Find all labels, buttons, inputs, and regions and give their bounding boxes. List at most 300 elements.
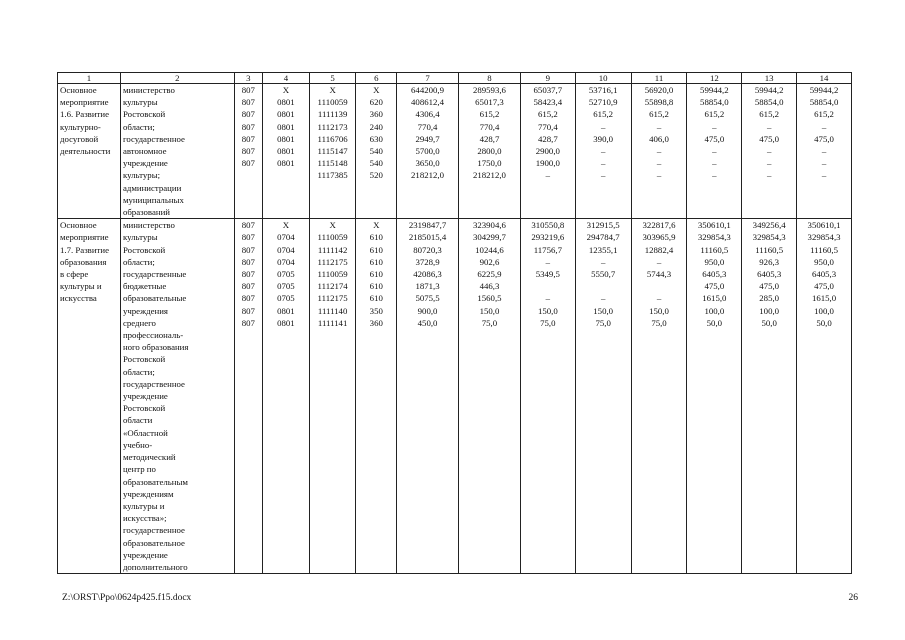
cell-line: 644200,9 [411, 85, 445, 95]
cell-line: 2949,7 [415, 133, 440, 144]
cell-line: 807 [241, 146, 255, 157]
cell-line: – [656, 293, 662, 304]
cell-line: 615,2 [537, 109, 558, 120]
cell-line: 807 [241, 121, 255, 132]
cell-line: 1112175 [317, 293, 348, 304]
cell-line: – [656, 256, 662, 267]
cell-line: деятельности [60, 146, 111, 157]
cell-line: 540 [369, 146, 383, 157]
cell-line: 65017,3 [475, 97, 504, 108]
cell-line: 475,0 [704, 281, 725, 292]
cell-line: учреждение [122, 391, 168, 402]
cell-line: 615,2 [759, 109, 780, 120]
cell-line: 329854,3 [807, 232, 841, 243]
cell-line: 5744,3 [646, 269, 672, 280]
cell-line: Х [329, 220, 336, 231]
cell-line: министерство [122, 220, 175, 231]
cell-line: 58854,0 [700, 97, 729, 108]
cell-line: «Областной [122, 427, 168, 438]
cell-line: 615,2 [593, 109, 614, 120]
csr-code-cell [309, 219, 356, 574]
executor-cell [120, 84, 234, 219]
header-cell: 13 [742, 73, 797, 84]
cell-line: 475,0 [759, 281, 780, 292]
cell-line: культуры и [122, 500, 165, 511]
cell-line: образований [122, 207, 171, 218]
cell-line: 926,3 [759, 256, 780, 267]
cell-line: Основное [60, 85, 97, 95]
cell-line: Ростовской [122, 354, 166, 365]
year-col-14-cell [797, 84, 852, 219]
cell-line: 1112173 [317, 121, 348, 132]
cell-line: – [766, 121, 772, 132]
year-col-14-cell [797, 219, 852, 574]
header-cell: 2 [120, 73, 234, 84]
cell-line: 428,7 [537, 133, 558, 144]
cell-line: Ростовской [122, 244, 166, 255]
cell-line: 807 [241, 85, 255, 95]
cell-line: 807 [241, 244, 255, 255]
cell-line: области; [122, 121, 155, 132]
year-col-8-cell [459, 219, 521, 574]
cell-line: 11160,5 [700, 244, 729, 255]
cell-line: бюджетные [122, 281, 167, 292]
cell-line: 620 [369, 97, 383, 108]
year-col-12-cell [687, 219, 742, 574]
cell-line: 1111140 [317, 305, 348, 316]
cell-line: – [545, 293, 551, 304]
cell-line: Основное [60, 220, 97, 231]
cell-line: 406,0 [649, 133, 669, 144]
executor-cell [120, 219, 234, 574]
rzpr-code-cell [263, 84, 310, 219]
cell-line: 1.7. Развитие [60, 244, 109, 255]
cell-line: 390,0 [593, 133, 614, 144]
cell-line: – [821, 146, 827, 157]
cell-line: 11160,5 [810, 244, 839, 255]
cell-line: ного образования [122, 342, 189, 353]
cell-line: 0801 [277, 121, 295, 132]
cell-line [523, 280, 573, 292]
total-cell [397, 84, 459, 219]
header-cell: 1 [58, 73, 121, 84]
year-col-9-cell [520, 219, 575, 574]
cell-line: – [712, 158, 717, 169]
cell-line: 329854,3 [697, 232, 731, 243]
cell-line: 1110059 [317, 97, 348, 108]
cell-line: 475,0 [704, 133, 725, 144]
cell-line: 6225,9 [477, 269, 502, 280]
cell-line: 807 [241, 281, 255, 292]
header-cell: 12 [687, 73, 742, 84]
document-path: Z:\ORST\Ppo\0624p425.f15.docx [62, 593, 192, 603]
cell-line: среднего [122, 317, 156, 328]
cell-line: 58423,4 [533, 97, 563, 108]
cell-line: 56920,0 [644, 85, 674, 95]
cell-line: 475,0 [759, 133, 780, 144]
cell-line: 1115148 [317, 158, 348, 169]
cell-line: мероприятие [60, 232, 109, 243]
cell-line: государственное [122, 525, 185, 536]
cell-line: 0801 [277, 317, 295, 328]
cell-line: искусства»; [122, 513, 167, 524]
year-col-11-cell [631, 84, 687, 219]
cell-line: 1117385 [317, 170, 348, 181]
cell-line: учреждения [122, 305, 168, 316]
cell-line: 0704 [277, 256, 295, 267]
cell-line: Х [282, 220, 290, 231]
cell-line: Х [329, 85, 336, 95]
cell-line: 902,6 [479, 256, 500, 267]
cell-line: 900,0 [417, 305, 438, 316]
cell-line: профессиональ- [122, 330, 184, 341]
cell-line: – [656, 146, 662, 157]
cell-line: 10244,6 [475, 244, 504, 255]
grbs-code-cell [234, 84, 262, 219]
cell-line: 0704 [277, 244, 295, 255]
cell-line: культуры [122, 97, 158, 108]
cell-line: образовательное [122, 537, 185, 548]
cell-line: – [712, 121, 717, 132]
cell-line: 150,0 [649, 305, 669, 316]
year-col-12-cell [687, 84, 742, 219]
cell-line: 294784,7 [586, 232, 620, 243]
cell-line: 1116706 [317, 133, 348, 144]
cell-line: досуговой [60, 133, 99, 144]
cell-line: государственные [122, 269, 187, 280]
cell-line: 304299,7 [472, 232, 506, 243]
cell-line: – [545, 256, 551, 267]
cell-line: образовательные [122, 293, 187, 304]
cell-line: – [656, 170, 662, 181]
cell-line: 75,0 [540, 317, 556, 328]
cell-line: 1.6. Развитие [60, 109, 109, 120]
cell-line: 1110059 [317, 232, 348, 243]
header-cell: 3 [234, 73, 262, 84]
cell-line: 293219,6 [531, 232, 565, 243]
cell-line: 5075,5 [415, 293, 440, 304]
cell-line: 58854,0 [809, 97, 839, 108]
cell-line: 218212,0 [411, 170, 445, 181]
header-cell: 6 [356, 73, 397, 84]
csr-code-cell [309, 84, 356, 219]
cell-line: – [600, 170, 606, 181]
cell-line: 1900,0 [535, 158, 560, 169]
cell-line: Х [282, 85, 290, 95]
cell-line: области [122, 415, 153, 426]
cell-line: 55898,8 [644, 97, 674, 108]
cell-line: 6405,3 [811, 269, 837, 280]
table-row [58, 84, 852, 219]
cell-line: 610 [369, 293, 383, 304]
cell-line: 615,2 [479, 109, 500, 120]
rzpr-code-cell [263, 219, 310, 574]
cell-line: 1615,0 [811, 293, 837, 304]
cell-line: Ростовской [122, 403, 166, 414]
cell-line: – [821, 121, 827, 132]
cell-line: 2800,0 [477, 146, 502, 157]
cell-line: 450,0 [417, 317, 438, 328]
cell-line: 610 [369, 281, 383, 292]
cell-line: 50,0 [816, 317, 832, 328]
cell-line: 428,7 [479, 133, 500, 144]
cell-line: 610 [369, 256, 383, 267]
cell-line: 3728,9 [415, 256, 440, 267]
cell-line: 75,0 [651, 317, 667, 328]
cell-line: 1615,0 [702, 293, 727, 304]
cell-line: 59944,2 [700, 85, 729, 95]
cell-line: в сфере [60, 269, 89, 280]
header-cell: 11 [631, 73, 687, 84]
cell-line: 360 [369, 109, 383, 120]
cell-line: 807 [241, 269, 255, 280]
cell-line: – [545, 170, 551, 181]
header-cell: 10 [575, 73, 631, 84]
activity-name-cell [58, 219, 121, 574]
cell-line: 59944,2 [809, 85, 839, 95]
cell-line: 1112175 [317, 256, 348, 267]
cell-line: 0705 [277, 293, 295, 304]
cell-line: 0801 [277, 133, 295, 144]
cell-line: 53716,1 [588, 85, 618, 95]
cell-line: 75,0 [481, 317, 498, 328]
year-col-10-cell [575, 84, 631, 219]
vr-code-cell [356, 219, 397, 574]
cell-line: учреждение [122, 549, 168, 560]
cell-line: 42086,3 [413, 269, 442, 280]
cell-line: 770,4 [537, 121, 558, 132]
cell-line: методический [122, 452, 176, 463]
cell-line: 610 [369, 269, 383, 280]
cell-line: 100,0 [704, 305, 725, 316]
cell-line: 50,0 [761, 317, 777, 328]
cell-line: – [712, 170, 717, 181]
cell-line: 475,0 [814, 133, 834, 144]
cell-line: – [600, 158, 606, 169]
cell-line: 5700,0 [415, 146, 440, 157]
cell-line: 1110059 [317, 269, 348, 280]
cell-line: Х [373, 220, 380, 231]
cell-line: – [766, 146, 772, 157]
header-cell: 14 [797, 73, 852, 84]
cell-line: 520 [369, 170, 383, 181]
cell-line: 2185015,4 [408, 232, 447, 243]
cell-line: 807 [241, 305, 255, 316]
cell-line: образовательным [122, 476, 188, 487]
cell-line: 770,4 [417, 121, 438, 132]
activity-name-cell [58, 84, 121, 219]
cell-line: 322817,6 [642, 220, 676, 231]
cell-line: 310550,8 [531, 220, 565, 231]
cell-line: 11160,5 [755, 244, 784, 255]
cell-line: 329854,3 [752, 232, 786, 243]
cell-line: 11756,7 [533, 244, 562, 255]
cell-line: 807 [241, 133, 255, 144]
cell-line: 3650,0 [415, 158, 440, 169]
cell-line: 0801 [277, 97, 295, 108]
cell-line: области; [122, 256, 155, 267]
cell-line: 408612,4 [411, 97, 445, 108]
cell-line: 807 [241, 317, 255, 328]
cell-line: 807 [241, 293, 255, 304]
cell-line: – [821, 170, 827, 181]
cell-line: 50,0 [706, 317, 723, 328]
cell-line: 6405,3 [702, 269, 727, 280]
cell-line: – [656, 158, 662, 169]
cell-line: 1111139 [317, 109, 348, 120]
cell-line: 807 [241, 158, 255, 169]
cell-line: 630 [369, 133, 383, 144]
vr-code-cell [356, 84, 397, 219]
cell-line: 59944,2 [754, 85, 784, 95]
cell-line: – [600, 121, 606, 132]
cell-line: 950,0 [814, 256, 834, 267]
cell-line [578, 280, 629, 292]
cell-line: администрации [122, 182, 182, 193]
cell-line: – [600, 146, 606, 157]
cell-line: 0801 [277, 158, 295, 169]
cell-line: 58854,0 [754, 97, 784, 108]
budget-table [57, 72, 852, 574]
cell-line: 240 [369, 121, 383, 132]
cell-line: министерство [122, 85, 175, 95]
cell-line: 65037,7 [533, 85, 563, 95]
cell-line: 540 [369, 158, 383, 169]
page-number: 26 [848, 593, 858, 603]
year-col-13-cell [742, 219, 797, 574]
cell-line: 6405,3 [757, 269, 782, 280]
header-cell: 8 [459, 73, 521, 84]
cell-line: 100,0 [759, 305, 780, 316]
cell-line: 150,0 [537, 305, 558, 316]
cell-line: 289593,6 [472, 85, 506, 95]
cell-line: 807 [241, 220, 255, 231]
cell-line: 12355,1 [588, 244, 618, 255]
table-header-row [58, 73, 852, 84]
year-col-11-cell [631, 219, 687, 574]
cell-line: 218212,0 [472, 170, 506, 181]
cell-line: дополнительного [122, 561, 188, 572]
cell-line: 1560,5 [477, 293, 502, 304]
header-cell: 4 [263, 73, 310, 84]
table-row [58, 219, 852, 574]
cell-line: 1111141 [317, 317, 348, 328]
cell-line: 0705 [277, 269, 295, 280]
cell-line: государственное [122, 133, 185, 144]
cell-line: 807 [241, 256, 255, 267]
cell-line: автономное [122, 146, 167, 157]
cell-line: – [821, 158, 827, 169]
cell-line: Ростовской [122, 109, 166, 120]
cell-line: 350610,1 [807, 220, 841, 231]
cell-line: 1115147 [317, 146, 348, 157]
cell-line: культуры и [60, 281, 102, 292]
cell-line: учебно- [122, 439, 153, 450]
cell-line: культурно- [60, 121, 101, 132]
cell-line: 615,2 [649, 109, 669, 120]
cell-line: 807 [241, 232, 255, 243]
year-col-8-cell [459, 84, 521, 219]
cell-line: области; [122, 366, 155, 377]
cell-line: Х [373, 85, 380, 95]
cell-line: 312915,5 [586, 220, 620, 231]
cell-line: 1112174 [317, 281, 348, 292]
cell-line: 615,2 [814, 109, 834, 120]
cell-line: 1750,0 [477, 158, 502, 169]
cell-line: 12882,4 [644, 244, 674, 255]
cell-line: 350 [369, 305, 383, 316]
cell-line: 2319847,7 [408, 220, 447, 231]
cell-line: культуры [122, 232, 158, 243]
cell-line: – [656, 121, 662, 132]
cell-line: 350610,1 [697, 220, 731, 231]
year-col-10-cell [575, 219, 631, 574]
year-col-9-cell [520, 84, 575, 219]
cell-line: муниципальных [122, 194, 184, 205]
year-col-13-cell [742, 84, 797, 219]
cell-line: 807 [241, 109, 255, 120]
cell-line [634, 280, 685, 292]
cell-line: 807 [241, 97, 255, 108]
cell-line: 446,3 [479, 281, 500, 292]
cell-line: искусства [60, 293, 97, 304]
cell-line: 0801 [277, 109, 295, 120]
cell-line: учреждениям [122, 488, 174, 499]
cell-line: 475,0 [814, 281, 834, 292]
cell-line: 770,4 [479, 121, 500, 132]
cell-line: 615,2 [704, 109, 725, 120]
cell-line: – [712, 146, 717, 157]
cell-line: 349256,4 [752, 220, 786, 231]
cell-line: мероприятие [60, 97, 109, 108]
cell-line: образования [60, 256, 107, 267]
cell-line: – [600, 293, 606, 304]
cell-line: 4306,4 [415, 109, 440, 120]
cell-line: 0801 [277, 146, 295, 157]
cell-line: 0705 [277, 281, 295, 292]
cell-line: 610 [369, 232, 383, 243]
cell-line: 52710,9 [588, 97, 618, 108]
cell-line: учреждение [122, 158, 168, 169]
header-cell: 9 [520, 73, 575, 84]
cell-line: 75,0 [595, 317, 611, 328]
cell-line: 610 [369, 244, 383, 255]
cell-line: 5349,5 [535, 269, 560, 280]
cell-line: 1111142 [317, 244, 348, 255]
cell-line: 303965,9 [642, 232, 676, 243]
cell-line: 5550,7 [591, 269, 616, 280]
total-cell [397, 219, 459, 574]
cell-line: 150,0 [479, 305, 500, 316]
cell-line: 950,0 [704, 256, 725, 267]
cell-line: 150,0 [593, 305, 614, 316]
cell-line: центр по [122, 464, 156, 475]
cell-line: 0704 [277, 232, 295, 243]
cell-line: – [766, 158, 772, 169]
header-cell: 5 [309, 73, 356, 84]
cell-line: – [766, 170, 772, 181]
header-cell: 7 [397, 73, 459, 84]
cell-line: культуры; [122, 170, 161, 181]
cell-line: 0801 [277, 305, 295, 316]
cell-line: 323904,6 [472, 220, 506, 231]
cell-line: 2900,0 [535, 146, 560, 157]
cell-line: государственное [122, 378, 185, 389]
cell-line: – [600, 256, 606, 267]
cell-line: 1871,3 [415, 281, 440, 292]
grbs-code-cell [234, 219, 262, 574]
cell-line: 285,0 [759, 293, 780, 304]
